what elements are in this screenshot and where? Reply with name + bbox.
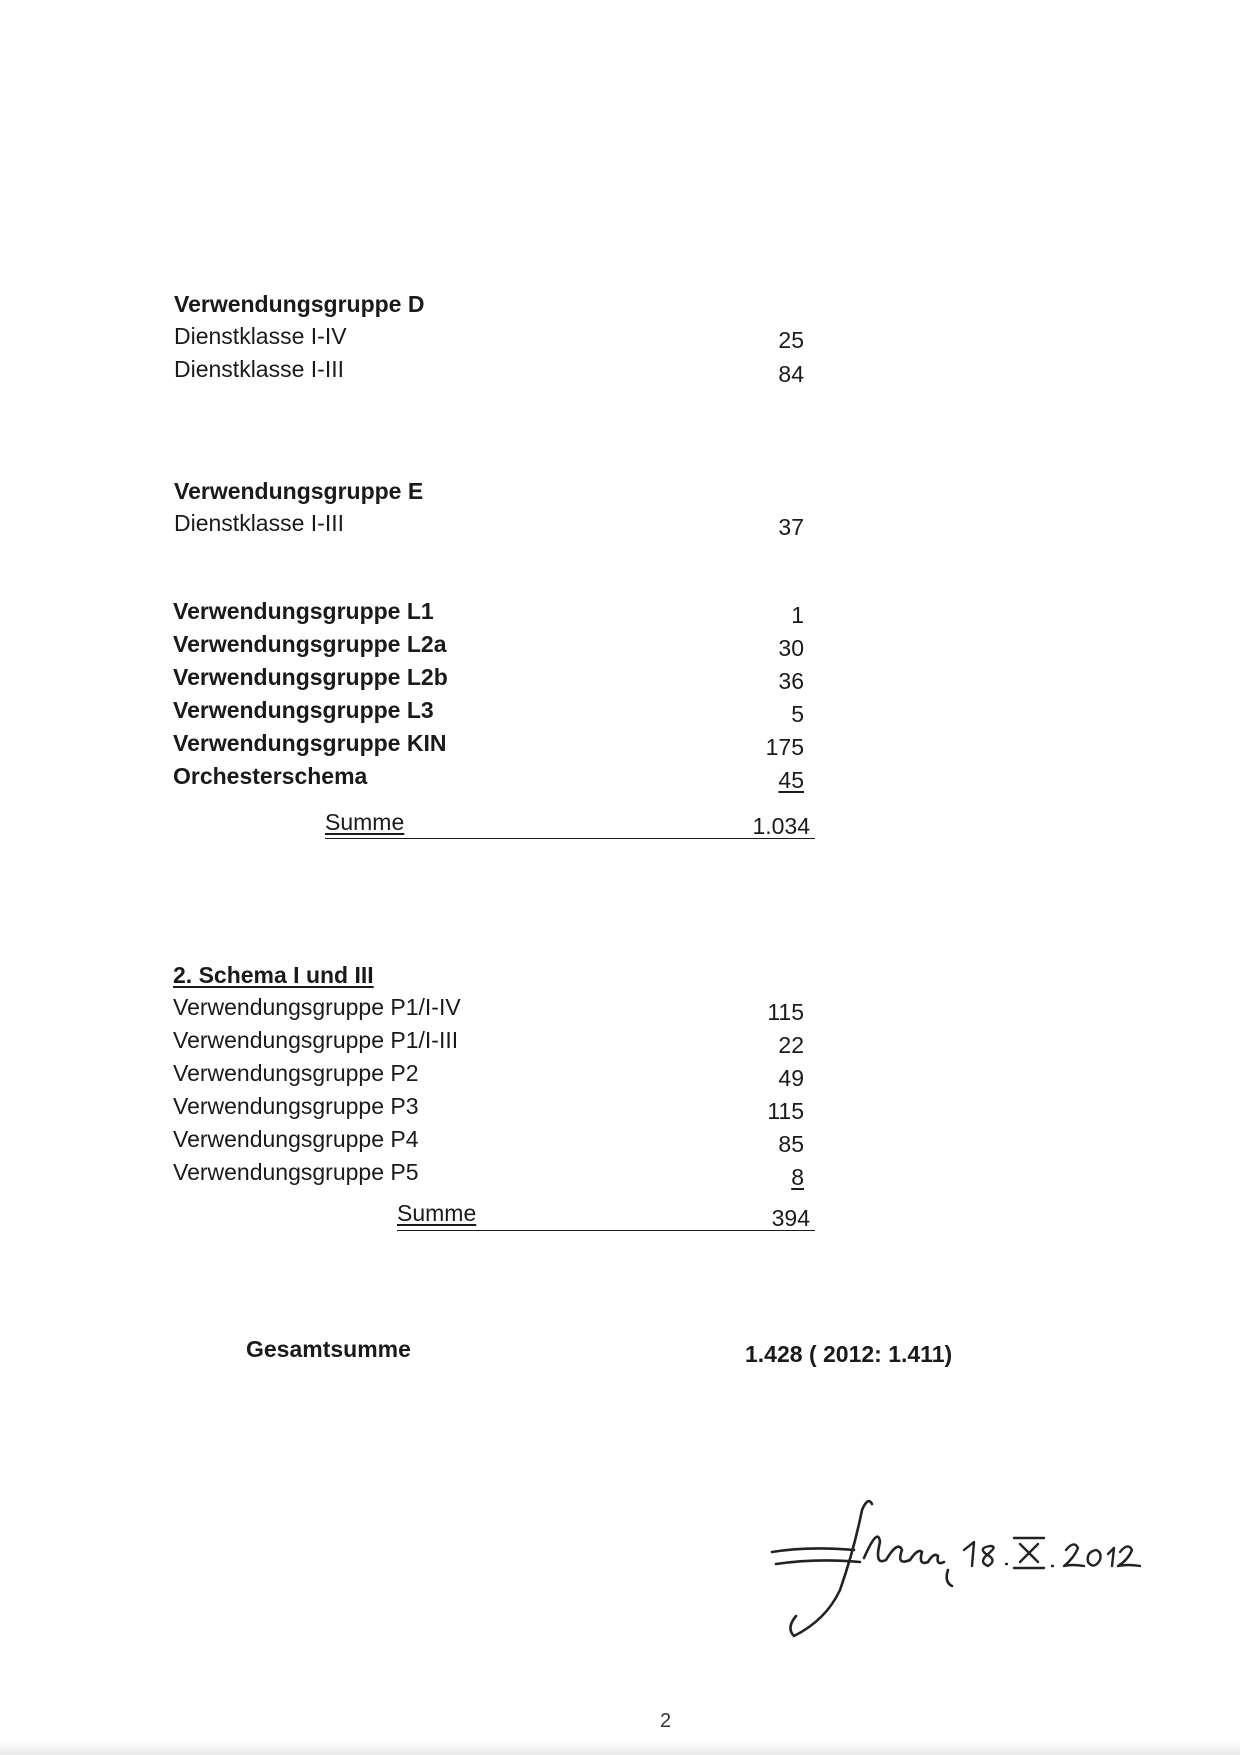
- signature-date: [964, 1538, 1140, 1568]
- group-l-row-label: Verwendungsgruppe L1: [173, 598, 434, 624]
- grand-total-value: 1.428 ( 2012: 1.411): [745, 1341, 953, 1367]
- schema-2-row-value: 115: [767, 1098, 804, 1124]
- group-l-row-label: Verwendungsgruppe L2b: [173, 664, 448, 690]
- group-l-row-value: 175: [765, 734, 804, 760]
- schema-2-row-label: Verwendungsgruppe P1/I-III: [173, 1027, 459, 1053]
- sum-rule: [397, 1230, 815, 1231]
- group-l-row-label: Verwendungsgruppe KIN: [173, 730, 447, 756]
- sum-label: Summe: [325, 809, 405, 835]
- group-l-row-value: 5: [791, 701, 804, 727]
- group-l-row-value: 1: [791, 602, 804, 628]
- group-e-row-label: Dienstklasse I-III: [174, 510, 344, 536]
- page-edge-shadow: [0, 1741, 1240, 1755]
- schema-2-row-value: 8: [791, 1164, 804, 1190]
- sum-rule: [325, 838, 815, 839]
- group-e-row-value: 37: [778, 514, 804, 540]
- sum-label: Summe: [397, 1200, 477, 1226]
- group-d-row-value: 84: [778, 361, 804, 387]
- schema-2-row-label: Verwendungsgruppe P3: [173, 1093, 419, 1119]
- sum-value: 394: [771, 1205, 810, 1231]
- sum-value: 1.034: [752, 813, 810, 839]
- page-number: 2: [660, 1710, 672, 1732]
- group-d-row-label: Dienstklasse I-III: [174, 356, 344, 382]
- schema-2-heading: 2. Schema I und III: [173, 962, 374, 988]
- group-l-row-label: Verwendungsgruppe L3: [173, 697, 434, 723]
- schema-2-row-value: 22: [778, 1032, 804, 1058]
- schema-2-row-label: Verwendungsgruppe P5: [173, 1159, 419, 1185]
- schema-2-row-label: Verwendungsgruppe P4: [173, 1126, 419, 1152]
- group-l-row-value: 45: [778, 767, 804, 793]
- schema-2-row-value: 115: [767, 999, 804, 1025]
- schema-2-row-value: 49: [778, 1065, 804, 1091]
- schema-2-row-label: Verwendungsgruppe P1/I-IV: [173, 994, 461, 1020]
- group-l-row-value: 30: [778, 635, 804, 661]
- schema-2-row-value: 85: [778, 1131, 804, 1157]
- group-e-heading: Verwendungsgruppe E: [174, 478, 424, 504]
- group-d-row-value: 25: [778, 327, 804, 353]
- group-d-row-label: Dienstklasse I-IV: [174, 323, 347, 349]
- grand-total-label: Gesamtsumme: [246, 1336, 411, 1362]
- group-l-row-label: Orchesterschema: [173, 763, 368, 789]
- group-l-row-value: 36: [778, 668, 804, 694]
- group-d-heading: Verwendungsgruppe D: [174, 291, 425, 317]
- group-l-row-label: Verwendungsgruppe L2a: [173, 631, 447, 657]
- schema-2-row-label: Verwendungsgruppe P2: [173, 1060, 419, 1086]
- handwritten-signature: [768, 1490, 1148, 1640]
